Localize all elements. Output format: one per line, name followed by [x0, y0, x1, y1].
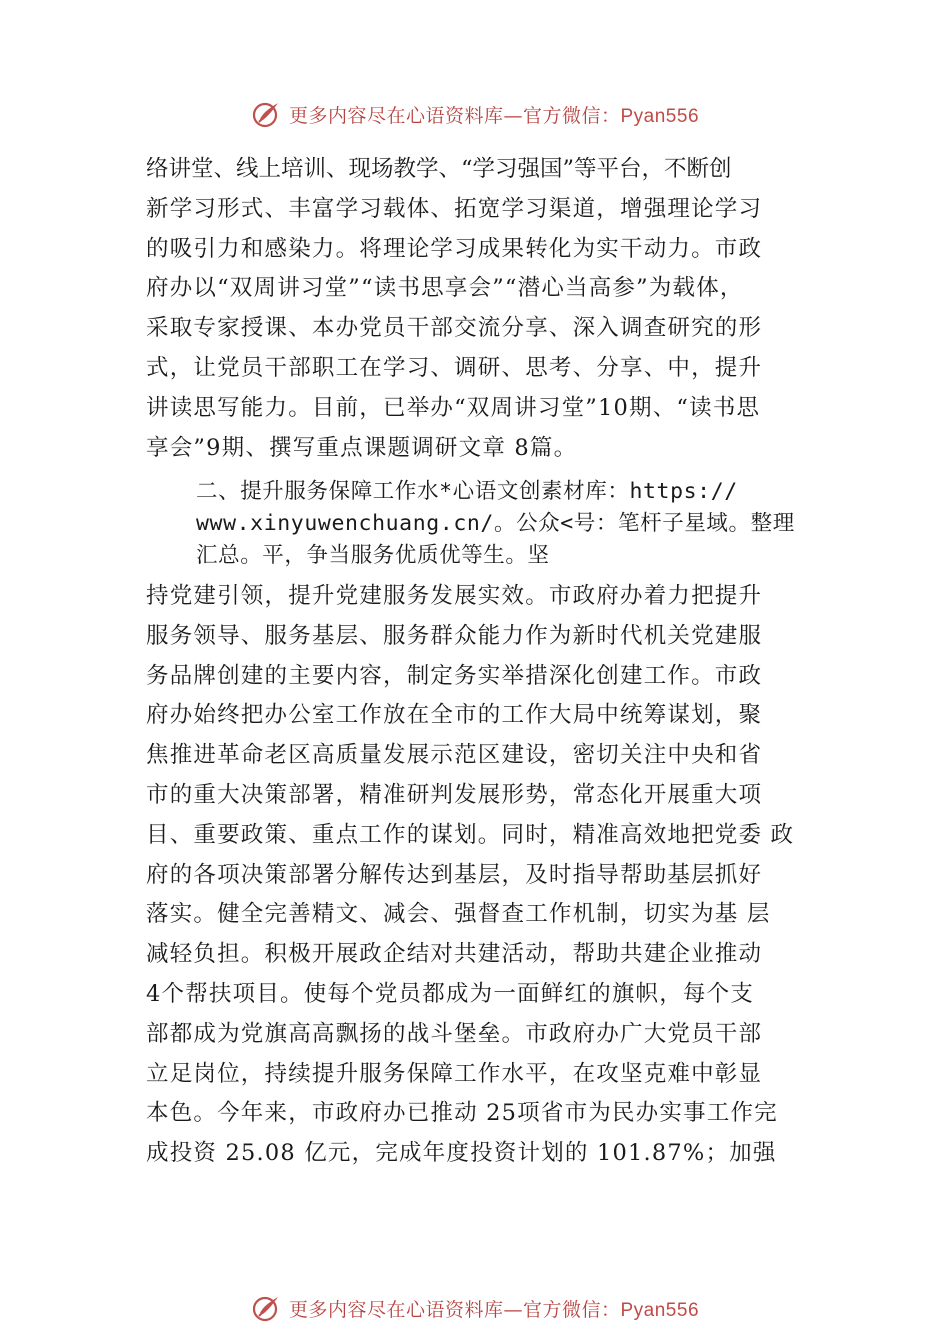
- text-line: [146, 429, 826, 469]
- text-line-content: 持党建引领，提升党建服务发展实效。市政府办着力把提升: [146, 583, 763, 609]
- text-line: [146, 696, 826, 736]
- heading-line-content: 二、提升服务保障工作水*心语文创素材库：https://: [196, 479, 738, 504]
- text-line: [146, 776, 826, 816]
- text-line-content: 4个帮扶项目。使每个党员都成为一面鲜红的旗帜，每个支: [146, 980, 755, 1007]
- text-line-content: 讲读思写能力。目前，已举办“双周讲习堂”10期、“读书思: [146, 394, 761, 421]
- text-line: [146, 190, 826, 230]
- body-paragraph-1: [146, 150, 826, 468]
- text-line: [146, 1134, 826, 1174]
- brand-logo-icon: [251, 98, 283, 130]
- text-line-content: 目、重要政策、重点工作的谋划。同时，精准高效地把党委 政: [146, 821, 795, 848]
- heading-line: [196, 540, 836, 572]
- text-line-content: 立足岗位，持续提升服务保障工作水平，在攻坚克难中彰显: [146, 1060, 763, 1087]
- footer-watermark-banner: [0, 1288, 950, 1328]
- text-line: [146, 1055, 826, 1095]
- text-line: [146, 269, 826, 309]
- text-line-content: 采取专家授课、本办党员干部交流分享、深入调查研究的形: [146, 315, 763, 342]
- text-line: [146, 309, 826, 349]
- text-line: [146, 617, 826, 657]
- text-line-content: 新学习形式、丰富学习载体、拓宽学习渠道，增强理论学习: [146, 195, 763, 222]
- text-line-content: 络讲堂、线上培训、现场教学、“学习强国”等平台，不断创: [146, 156, 732, 182]
- heading-line-content: 汇总。平，争当服务优质优等生。坚: [196, 543, 550, 568]
- text-line-content: 本色。今年来，市政府办已推动 25项省市为民办实事工作完: [146, 1100, 778, 1127]
- body-paragraph-2: [146, 577, 826, 1174]
- text-line-content: 务品牌创建的主要内容，制定务实举措深化创建工作。市政: [146, 662, 763, 689]
- banner-text: [289, 101, 699, 128]
- text-line: [146, 230, 826, 270]
- text-line-content: 焦推进革命老区高质量发展示范区建设，密切关注中央和省: [146, 742, 763, 769]
- text-line: [146, 349, 826, 389]
- heading-line-content: www.xinyuwenchuang.cn/。公众<号：笔杆子星域。整理: [196, 511, 795, 536]
- banner-wechat-id: Pyan556: [620, 1299, 700, 1321]
- banner-label: 更多内容尽在心语资料库—官方微信：: [288, 1298, 621, 1321]
- text-line-content: 市的重大决策部署，精准研判发展形势，常态化开展重大项: [146, 781, 763, 808]
- text-line: [146, 150, 826, 190]
- text-line: [146, 895, 826, 935]
- text-line: [146, 657, 826, 697]
- text-line-content: 服务领导、服务基层、服务群众能力作为新时代机关党建服: [146, 622, 763, 649]
- text-line: [146, 389, 826, 429]
- text-line: [146, 856, 826, 896]
- text-line: [146, 1015, 826, 1055]
- heading-line: [196, 508, 836, 540]
- text-line: [146, 975, 826, 1015]
- text-line: [146, 935, 826, 975]
- text-line-content: 享会”9期、撰写重点课题调研文章 8篇。: [146, 434, 578, 461]
- banner-label: 更多内容尽在心语资料库—官方微信：: [288, 104, 621, 127]
- text-line-content: 减轻负担。积极开展政企结对共建活动，帮助共建企业推动: [146, 941, 763, 968]
- banner-wechat-id: Pyan556: [620, 105, 700, 127]
- brand-logo-icon: [251, 1292, 283, 1324]
- text-line-content: 的吸引力和感染力。将理论学习成果转化为实干动力。市政: [146, 235, 763, 262]
- section-heading: [196, 476, 836, 572]
- text-line-content: 府办始终把办公室工作放在全市的工作大局中统筹谋划，聚: [146, 702, 763, 729]
- text-line-content: 成投资 25.08 亿元，完成年度投资计划的 101.87%；加强: [146, 1140, 777, 1167]
- text-line-content: 落实。健全完善精文、减会、强督查工作机制，切实为基 层: [146, 901, 771, 928]
- text-line-content: 府的各项决策部署分解传达到基层，及时指导帮助基层抓好: [146, 861, 763, 888]
- text-line-content: 式，让党员干部职工在学习、调研、思考、分享、中，提升: [146, 354, 763, 381]
- header-watermark-banner: [0, 94, 950, 134]
- text-line: [146, 816, 826, 856]
- text-line: [146, 577, 826, 617]
- text-line: [146, 1094, 826, 1134]
- text-line-content: 府办以“双周讲习堂”“读书思享会”“潜心当高参”为载体，: [146, 275, 744, 302]
- text-line-content: 部都成为党旗高高飘扬的战斗堡垒。市政府办广大党员干部: [146, 1020, 763, 1047]
- text-line: [146, 736, 826, 776]
- heading-line: [196, 476, 836, 508]
- banner-text: [289, 1295, 699, 1322]
